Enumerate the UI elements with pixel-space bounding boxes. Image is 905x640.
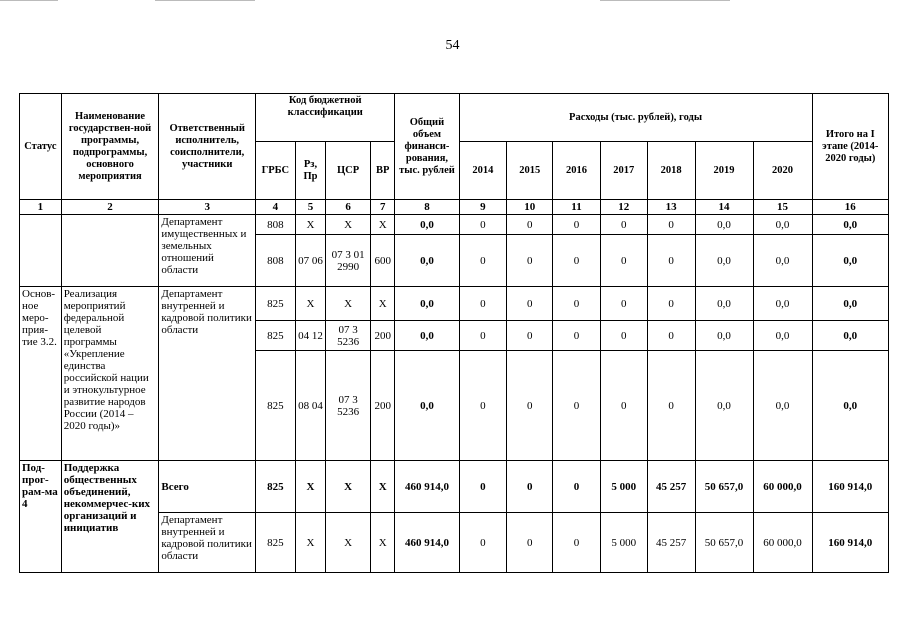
year-cell: 45 257 <box>647 513 695 573</box>
header-grbs: ГРБС <box>256 142 296 200</box>
col-number: 4 <box>256 200 296 215</box>
year-cell: 60 000,0 <box>753 513 812 573</box>
header-name: Наименование государствен-ной программы, подпрограммы, основного мероприятия <box>61 94 159 200</box>
year-cell: 0 <box>459 461 507 513</box>
csr-cell: X <box>326 287 371 321</box>
header-year: 2017 <box>600 142 647 200</box>
year-cell: 0 <box>553 235 601 287</box>
header-row-1 <box>20 94 889 142</box>
header-year: 2015 <box>507 142 553 200</box>
year-cell: 0,0 <box>753 235 812 287</box>
year-cell: 0,0 <box>695 235 753 287</box>
year-cell: 0 <box>647 235 695 287</box>
csr-cell: 07 3 01 2990 <box>326 235 371 287</box>
col-number: 6 <box>326 200 371 215</box>
year-cell: 5 000 <box>600 461 647 513</box>
rzpr-cell: 04 12 <box>295 321 326 351</box>
col-number: 10 <box>507 200 553 215</box>
total-cell: 460 914,0 <box>395 513 459 573</box>
itogo-cell: 160 914,0 <box>812 513 888 573</box>
total-cell: 0,0 <box>395 235 459 287</box>
vr-cell: 200 <box>370 351 394 461</box>
year-cell: 0 <box>600 351 647 461</box>
executor-cell: Департамент внутренней и кадровой политики области <box>159 513 256 573</box>
year-cell: 0,0 <box>695 215 753 235</box>
total-cell: 0,0 <box>395 351 459 461</box>
rzpr-cell: 07 06 <box>295 235 326 287</box>
col-number: 15 <box>753 200 812 215</box>
csr-cell: X <box>326 461 371 513</box>
year-cell: 0 <box>459 287 507 321</box>
col-number: 16 <box>812 200 888 215</box>
col-number: 12 <box>600 200 647 215</box>
year-cell: 0 <box>459 215 507 235</box>
year-cell: 0 <box>459 513 507 573</box>
name-cell: Реализация мероприятий федеральной целевой программы «Укрепление единства российской нации и этнокультурное развитие народов России (2014 – 2020 годы)» <box>61 287 159 461</box>
year-cell: 0 <box>459 235 507 287</box>
col-number: 5 <box>295 200 326 215</box>
year-cell: 0 <box>507 235 553 287</box>
year-cell: 0,0 <box>753 215 812 235</box>
name-cell: Поддержка общественных объединений, некоммерчес-ких организаций и инициатив <box>61 461 159 573</box>
itogo-cell: 0,0 <box>812 287 888 321</box>
vr-cell: 200 <box>370 321 394 351</box>
csr-cell: 07 3 5236 <box>326 321 371 351</box>
year-cell: 0 <box>553 461 601 513</box>
header-budget-code: Код бюджетной классификации <box>256 94 395 142</box>
year-cell: 0,0 <box>753 321 812 351</box>
grbs-cell: 825 <box>256 351 296 461</box>
header-year: 2018 <box>647 142 695 200</box>
grbs-cell: 825 <box>256 513 296 573</box>
year-cell: 0 <box>507 513 553 573</box>
csr-cell: X <box>326 513 371 573</box>
table-row <box>20 215 889 235</box>
itogo-cell: 0,0 <box>812 321 888 351</box>
col-number: 9 <box>459 200 507 215</box>
year-cell: 0 <box>507 287 553 321</box>
col-number: 1 <box>20 200 62 215</box>
year-cell: 0 <box>553 513 601 573</box>
year-cell: 50 657,0 <box>695 461 753 513</box>
grbs-cell: 808 <box>256 215 296 235</box>
year-cell: 0 <box>553 287 601 321</box>
vr-cell: X <box>370 287 394 321</box>
year-cell: 60 000,0 <box>753 461 812 513</box>
year-cell: 0,0 <box>695 351 753 461</box>
vr-cell: X <box>370 215 394 235</box>
header-itogo: Итого на I этапе (2014-2020 годы) <box>812 94 888 200</box>
grbs-cell: 808 <box>256 235 296 287</box>
year-cell: 50 657,0 <box>695 513 753 573</box>
top-rule-mid <box>155 0 255 1</box>
header-total-volume: Общий объем финанси-рования, тыс. рублей <box>395 94 459 200</box>
year-cell: 0 <box>507 461 553 513</box>
name-cell <box>61 215 159 287</box>
year-cell: 45 257 <box>647 461 695 513</box>
year-cell: 0 <box>600 321 647 351</box>
year-cell: 5 000 <box>600 513 647 573</box>
grbs-cell: 825 <box>256 287 296 321</box>
header-year: 2020 <box>753 142 812 200</box>
year-cell: 0 <box>553 351 601 461</box>
year-cell: 0 <box>507 321 553 351</box>
table-row <box>20 287 889 321</box>
col-number: 11 <box>553 200 601 215</box>
itogo-cell: 160 914,0 <box>812 461 888 513</box>
rzpr-cell: X <box>295 287 326 321</box>
year-cell: 0 <box>459 351 507 461</box>
header-csr: ЦСР <box>326 142 371 200</box>
header-rzpr: Рз, Пр <box>295 142 326 200</box>
itogo-cell: 0,0 <box>812 235 888 287</box>
total-cell: 0,0 <box>395 287 459 321</box>
col-number: 7 <box>370 200 394 215</box>
executor-cell: Департамент внутренней и кадровой политики области <box>159 287 256 461</box>
executor-cell: Всего <box>159 461 256 513</box>
year-cell: 0,0 <box>695 287 753 321</box>
year-cell: 0 <box>647 351 695 461</box>
grbs-cell: 825 <box>256 321 296 351</box>
rzpr-cell: 08 04 <box>295 351 326 461</box>
csr-cell: X <box>326 215 371 235</box>
status-cell: Основ-ное меро-прия-тие 3.2. <box>20 287 62 461</box>
itogo-cell: 0,0 <box>812 351 888 461</box>
year-cell: 0 <box>553 215 601 235</box>
vr-cell: 600 <box>370 235 394 287</box>
status-cell <box>20 215 62 287</box>
top-rule-left <box>0 0 58 1</box>
header-year: 2019 <box>695 142 753 200</box>
year-cell: 0 <box>459 321 507 351</box>
vr-cell: X <box>370 461 394 513</box>
total-cell: 0,0 <box>395 321 459 351</box>
itogo-cell: 0,0 <box>812 215 888 235</box>
year-cell: 0 <box>647 321 695 351</box>
top-rule-right <box>600 0 730 1</box>
year-cell: 0 <box>507 351 553 461</box>
col-number: 8 <box>395 200 459 215</box>
year-cell: 0 <box>600 215 647 235</box>
status-cell: Под-прог-рам-ма 4 <box>20 461 62 573</box>
rzpr-cell: X <box>295 461 326 513</box>
year-cell: 0 <box>647 287 695 321</box>
year-cell: 0,0 <box>753 287 812 321</box>
rzpr-cell: X <box>295 215 326 235</box>
col-number: 13 <box>647 200 695 215</box>
budget-table <box>19 93 889 573</box>
year-cell: 0,0 <box>753 351 812 461</box>
col-number: 2 <box>61 200 159 215</box>
rzpr-cell: X <box>295 513 326 573</box>
col-number: 14 <box>695 200 753 215</box>
csr-cell: 07 3 5236 <box>326 351 371 461</box>
page-number: 54 <box>445 38 460 53</box>
header-vr: ВР <box>370 142 394 200</box>
total-cell: 0,0 <box>395 215 459 235</box>
header-year: 2016 <box>553 142 601 200</box>
column-number-row <box>20 200 889 215</box>
year-cell: 0 <box>600 287 647 321</box>
header-expenses: Расходы (тыс. рублей), годы <box>459 94 812 142</box>
header-status: Статус <box>20 94 62 200</box>
year-cell: 0 <box>600 235 647 287</box>
grbs-cell: 825 <box>256 461 296 513</box>
year-cell: 0 <box>507 215 553 235</box>
vr-cell: X <box>370 513 394 573</box>
year-cell: 0 <box>647 215 695 235</box>
header-executor: Ответственный исполнитель, соисполнители, участники <box>159 94 256 200</box>
header-year: 2014 <box>459 142 507 200</box>
year-cell: 0,0 <box>695 321 753 351</box>
year-cell: 0 <box>553 321 601 351</box>
executor-cell: Департамент имущественных и земельных отношений области <box>159 215 256 287</box>
table-row <box>20 461 889 513</box>
col-number: 3 <box>159 200 256 215</box>
total-cell: 460 914,0 <box>395 461 459 513</box>
